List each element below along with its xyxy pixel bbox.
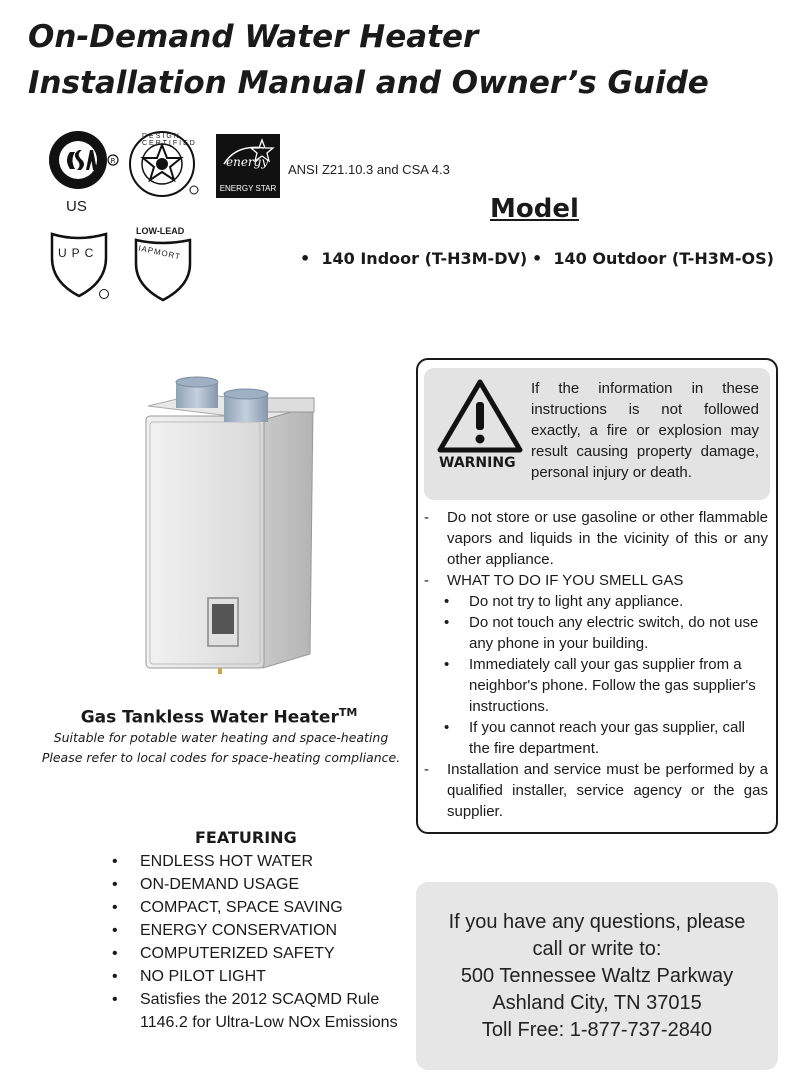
gas-step: [424, 612, 768, 654]
feature-text: ENERGY CONSERVATION: [140, 922, 338, 939]
upc-text: UPC: [58, 246, 99, 260]
feature-text: ON-DEMAND USAGE: [140, 876, 300, 893]
energy-star-label: ENERGY STAR: [219, 184, 277, 193]
contact-line-2: call or write to:: [532, 938, 662, 960]
model-item-outdoor: [532, 249, 774, 268]
warning-triangle: [436, 378, 524, 460]
feature-item: [112, 942, 412, 965]
feature-item: [112, 896, 412, 919]
product-note-1: Suitable for potable water heating and space-heating: [53, 730, 389, 745]
warning-item-text: WHAT TO DO IF YOU SMELL GAS: [447, 572, 684, 589]
low-lead-label: LOW-LEAD: [136, 226, 185, 236]
iapmo-text: IAPMORT: [137, 243, 182, 262]
feature-item: [112, 919, 412, 942]
contact-line-1: If you have any questions, please: [448, 911, 746, 933]
bullet: •: [444, 656, 450, 673]
feature-text: COMPACT, SPACE SAVING: [140, 899, 343, 916]
upc-logo: [48, 228, 114, 300]
csa-logo: [46, 128, 120, 218]
feature-text: ENDLESS HOT WATER: [140, 853, 314, 870]
warning-item: [424, 570, 768, 591]
product-name-text: Gas Tankless Water Heater: [80, 707, 339, 728]
gas-step-text: Do not touch any electric switch, do not use any phone in your building.: [469, 614, 759, 652]
gas-step-text: Immediately call your gas supplier from a neighbor's phone. Follow the gas supplier's instructions.: [469, 656, 756, 715]
csa-country: US: [66, 198, 87, 215]
bullet: •: [112, 968, 118, 985]
features-heading: FEATURING: [195, 828, 297, 847]
bullet: •: [444, 593, 450, 610]
contact-address-1: 500 Tennessee Waltz Parkway: [460, 965, 734, 987]
product-note-2: Please refer to local codes for space-heating compliance.: [41, 750, 401, 765]
warning-final-text: Installation and service must be performed by a qualified installer, service agency or the gas supplier.: [447, 761, 768, 820]
model-item-indoor: [300, 249, 527, 268]
feature-item: [112, 873, 412, 896]
features-list: [112, 850, 412, 1034]
warning-list: [424, 507, 768, 822]
dash: -: [424, 572, 429, 589]
bullet: •: [112, 991, 118, 1008]
dash: -: [424, 761, 429, 778]
standards-text: ANSI Z21.10.3 and CSA 4.3: [288, 162, 450, 177]
warning-item: [424, 759, 768, 822]
gas-step: [424, 591, 768, 612]
feature-item: [112, 988, 412, 1034]
feature-item: [112, 850, 412, 873]
bullet: •: [112, 922, 118, 939]
warning-item: [424, 507, 768, 570]
feature-item: [112, 965, 412, 988]
gas-step: [424, 654, 768, 717]
upc-shield-icon: [48, 228, 114, 300]
bullet: •: [112, 876, 118, 893]
water-heater-illustration: [138, 376, 328, 676]
bullet: •: [532, 249, 543, 268]
feature-text: COMPUTERIZED SAFETY: [140, 945, 335, 962]
contact-address-2: Ashland City, TN 37015: [492, 992, 702, 1014]
feature-text: Satisfies the 2012 SCAQMD Rule 1146.2 for Ultra-Low NOx Emissions: [140, 991, 398, 1031]
bullet: •: [112, 899, 118, 916]
product-name: [0, 706, 438, 728]
design-certified-text: DESIGN CERTIFIED: [142, 133, 197, 147]
bullet: •: [300, 249, 311, 268]
svg-text:R: R: [110, 157, 116, 165]
energy-star-logo: [216, 134, 280, 198]
warning-intro: If the information in these instructions is not followed exactly, a fire or explosion may result causing property damage, personal injury or death.: [531, 380, 759, 481]
design-certified-seal: [128, 130, 200, 198]
svg-text:energy: energy: [226, 155, 269, 169]
warning-label: WARNING: [439, 455, 516, 471]
bullet: •: [112, 853, 118, 870]
gas-step-text: Do not try to light any appliance.: [469, 593, 684, 610]
dash: -: [424, 509, 429, 526]
gas-step-text: If you cannot reach your gas supplier, call the fire department.: [469, 719, 745, 757]
title-line-1: On-Demand Water Heater: [28, 19, 479, 55]
title-line-2: Installation Manual and Owner’s Guide: [28, 65, 709, 101]
warning-item-text: Do not store or use gasoline or other flammable vapors and liquids in the vicinity of this or any other appliance.: [447, 509, 768, 568]
contact-phone: Toll Free: 1-877-737-2840: [481, 1019, 713, 1041]
bullet: •: [444, 719, 450, 736]
low-lead-logo: [132, 226, 198, 302]
model-indoor-label: 140 Indoor (T-H3M-DV): [321, 249, 528, 268]
water-heater-image: [138, 376, 328, 680]
bullet: •: [444, 614, 450, 631]
model-outdoor-label: 140 Outdoor (T-H3M-OS): [553, 249, 774, 268]
gas-step: [424, 717, 768, 759]
bullet: •: [112, 945, 118, 962]
document-title: [28, 14, 709, 106]
model-heading: Model: [490, 194, 579, 224]
energy-star-icon: [216, 134, 280, 182]
feature-text: NO PILOT LIGHT: [140, 968, 266, 985]
trademark: TM: [338, 706, 358, 719]
warning-triangle-icon: [436, 378, 524, 456]
iapmo-shield-icon: [132, 226, 198, 302]
